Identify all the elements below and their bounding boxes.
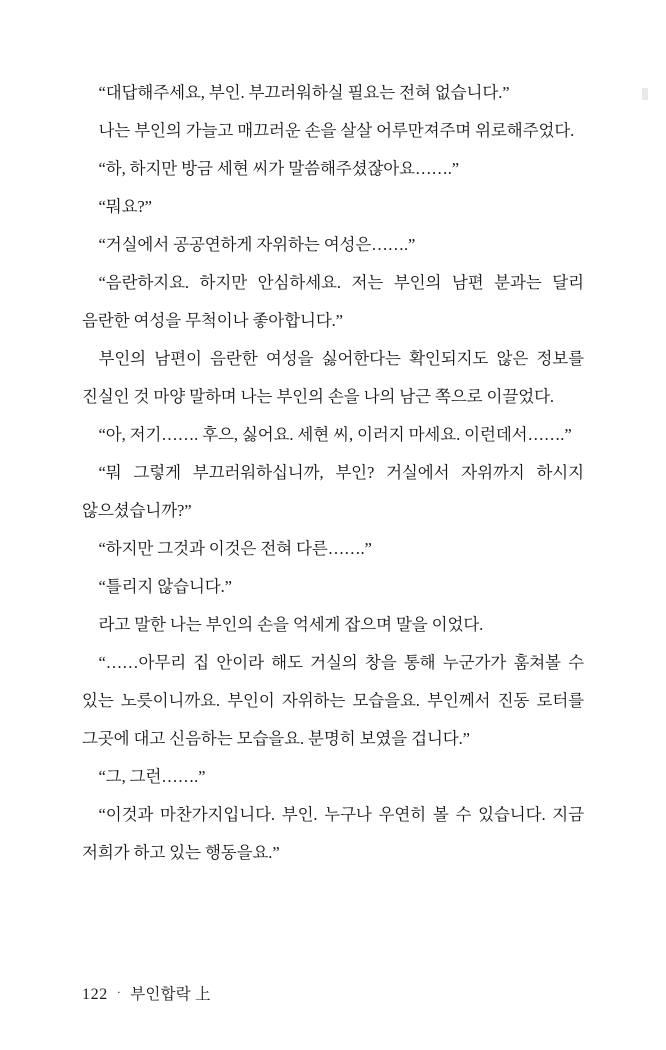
paragraph: “거실에서 공공연하게 자위하는 여성은…….” <box>98 235 416 254</box>
page-body <box>82 74 584 872</box>
paragraph: “그, 그런…….” <box>98 767 206 786</box>
paragraph: “뭐 그렇게 부끄러워하십니까, 부인? 거실에서 자위까지 하시지 않으셨습니까?” <box>82 463 584 520</box>
paragraph: 부인의 남편이 음란한 여성을 싫어한다는 확인되지도 않은 정보를 진실인 것 마양 말하며 나는 부인의 손을 나의 남근 쪽으로 이끌었다. <box>82 349 584 406</box>
footer-separator: · <box>116 985 122 999</box>
paragraph: “……아무리 집 안이라 해도 거실의 창을 통해 누군가가 훔쳐볼 수 있는 노릇이니까요. 부인이 자위하는 모습을요. 부인께서 진동 로터를 그곳에 대고 신음하는 모습을요. 분명히 보였을 겁니다.” <box>82 653 584 748</box>
page-footer <box>82 982 211 1004</box>
page-number: 122 <box>82 986 108 1003</box>
paragraph: “뭐요?” <box>98 197 152 216</box>
paragraph: “하지만 그것과 이것은 전혀 다른…….” <box>98 539 372 558</box>
paragraph: “아, 저기……. 후으, 싫어요. 세현 씨, 이러지 마세요. 이런데서…….” <box>98 425 572 444</box>
paragraph: 라고 말한 나는 부인의 손을 억세게 잡으며 말을 이었다. <box>98 615 484 634</box>
paragraph: “이것과 마찬가지입니다. 부인. 누구나 우연히 볼 수 있습니다. 지금 저희가 하고 있는 행동을요.” <box>82 805 584 862</box>
paragraph: “하, 하지만 방금 세현 씨가 말씀해주셨잖아요…….” <box>98 159 460 178</box>
paragraph: “틀리지 않습니다.” <box>98 577 232 596</box>
paragraph: “대답해주세요, 부인. 부끄러워하실 필요는 전혀 없습니다.” <box>98 83 510 102</box>
paragraph: 나는 부인의 가늘고 매끄러운 손을 살살 어루만져주며 위로해주었다. <box>98 121 575 140</box>
book-title: 부인합락 上 <box>130 986 211 1003</box>
paragraph: “음란하지요. 하지만 안심하세요. 저는 부인의 남편 분과는 달리 음란한 여성을 무척이나 좋아합니다.” <box>82 273 584 330</box>
page-edge-mark <box>642 88 648 100</box>
